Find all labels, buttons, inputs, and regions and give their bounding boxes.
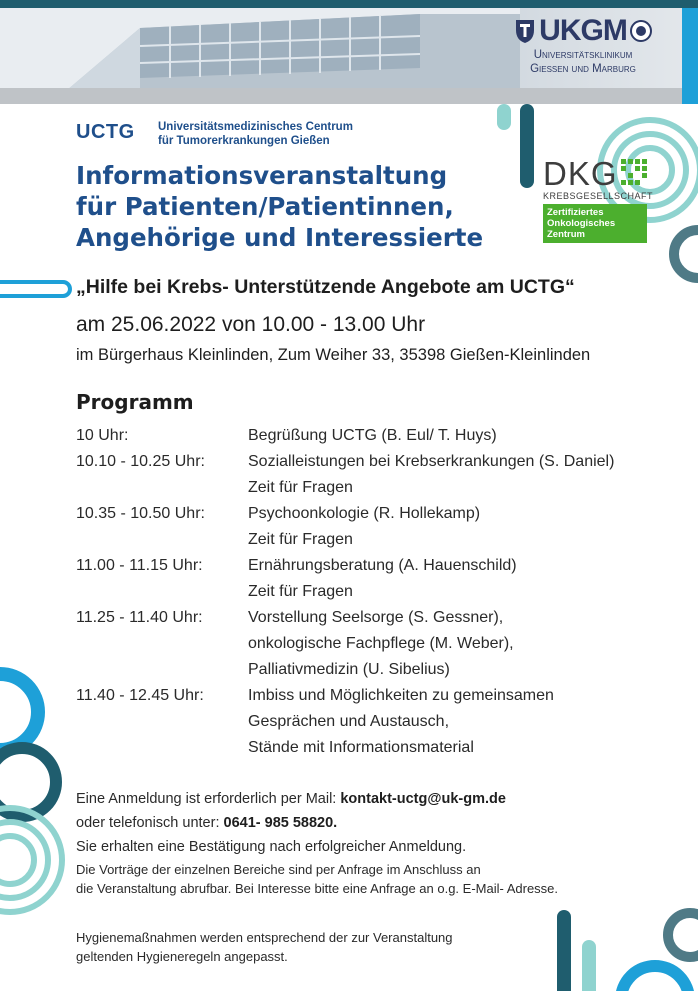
program-item (76, 683, 676, 761)
deco-ring (0, 674, 38, 750)
event-subtitle: „Hilfe bei Krebs- Unterstützende Angebote am UCTG“ (76, 276, 575, 298)
registration-phone-line (76, 811, 676, 835)
program-item (76, 553, 676, 605)
program-description (248, 553, 517, 605)
program-heading: Programm (76, 390, 194, 414)
program-line: Vorstellung Seelsorge (S. Gessner), (248, 609, 504, 626)
program-item (76, 501, 676, 553)
event-location: im Bürgerhaus Kleinlinden, Zum Weiher 33, 35398 Gießen-Kleinlinden (76, 346, 591, 364)
cert-line1: Zertifiziertes (547, 207, 604, 218)
program-item (76, 423, 676, 449)
program-item (76, 449, 676, 501)
cert-line3: Zentrum (547, 229, 585, 240)
contact-phone[interactable]: 0641- 985 58820. (223, 815, 338, 831)
dkg-name: DKG (543, 155, 618, 192)
deco-bar-mint (497, 104, 511, 130)
registration-mail-line (76, 787, 676, 811)
program-item (76, 605, 676, 683)
program-line: Zeit für Fragen (248, 479, 353, 496)
ukgm-institution-line1: Universitätsklinikum (533, 49, 633, 61)
program-time: 11.25 - 11.40 Uhr: (76, 609, 203, 626)
dkg-logo (543, 157, 653, 249)
registration-confirmation: Sie erhalten eine Bestätigung nach erfolgreicher Anmeldung. (76, 839, 467, 855)
lecture-availability-note (76, 861, 676, 898)
program-description (248, 683, 554, 761)
program-list (76, 423, 676, 761)
registration-phone-text: oder telefonisch unter: (76, 815, 224, 831)
title-line2: für Patienten/Patientinnen, (76, 192, 454, 221)
deco-ring (621, 966, 689, 991)
uctg-name-line1: Universitätsmedizinisches Centrum (158, 121, 353, 133)
program-description (248, 605, 514, 683)
uctg-fullname (158, 120, 353, 148)
deco-pill (0, 282, 70, 296)
program-line: Stände mit Informationsmaterial (248, 739, 474, 756)
uctg-abbreviation: UCTG (76, 121, 135, 143)
program-time: 10.35 - 10.50 Uhr: (76, 505, 205, 522)
deco-ring (0, 836, 34, 884)
hygiene-note (76, 929, 636, 966)
program-line: Gesprächen und Austausch, (248, 713, 450, 730)
program-line: Imbiss und Möglichkeiten zu gemeinsamen (248, 687, 554, 704)
hygiene-line2: geltenden Hygieneregeln angepasst. (76, 948, 288, 964)
program-description (248, 501, 480, 553)
program-time: 10 Uhr: (76, 427, 129, 444)
hygiene-line1: Hygienemaßnahmen werden entsprechend der zur Veranstaltung (76, 930, 453, 945)
registration-info (76, 787, 676, 859)
dkg-certificate-badge (543, 204, 647, 243)
page-title (76, 160, 536, 253)
program-line: Palliativmedizin (U. Sibelius) (248, 661, 450, 678)
title-line3: Angehörige und Interessierte (76, 223, 484, 252)
ukgm-brand: UKGM (539, 14, 627, 47)
note-line2: die Veranstaltung abrufbar. Bei Interesse bitte eine Anfrage an o.g. E-Mail- Adresse. (76, 880, 559, 896)
title-line1: Informationsveranstaltung (76, 161, 448, 190)
program-line: Ernährungsberatung (A. Hauenschild) (248, 557, 517, 574)
dkg-grid-icon (621, 159, 649, 189)
program-time: 11.00 - 11.15 Uhr: (76, 557, 203, 574)
program-description (248, 449, 614, 501)
registration-mail-text: Eine Anmeldung ist erforderlich per Mail: (76, 791, 341, 807)
program-description (248, 423, 497, 449)
deco-ring (674, 230, 698, 278)
dkg-subtitle: KREBSGESELLSCHAFT (543, 191, 654, 201)
cert-line2: Onkologisches (547, 218, 616, 229)
program-line: Sozialleistungen bei Krebserkrankungen (S. Daniel) (248, 453, 615, 470)
program-line: onkologische Fachpflege (M. Weber), (248, 635, 514, 652)
program-time: 10.10 - 10.25 Uhr: (76, 453, 205, 470)
note-line1: Die Vorträge der einzelnen Bereiche sind per Anfrage im Anschluss an (76, 862, 481, 877)
contact-email-link[interactable]: kontakt-uctg@uk-gm.de (340, 791, 506, 807)
program-line: Zeit für Fragen (248, 583, 353, 600)
deco-ring (668, 913, 698, 957)
program-line: Begrüßung UCTG (B. Eul/ T. Huys) (248, 427, 497, 444)
program-line: Zeit für Fragen (248, 531, 353, 548)
uctg-name-line2: für Tumorerkrankungen Gießen (158, 135, 330, 147)
ukgm-institution-line2: Giessen und Marburg (530, 63, 636, 75)
program-line: Psychoonkologie (R. Hollekamp) (248, 505, 481, 522)
event-date: am 25.06.2022 von 10.00 - 13.00 Uhr (76, 313, 426, 336)
program-time: 11.40 - 12.45 Uhr: (76, 687, 204, 704)
